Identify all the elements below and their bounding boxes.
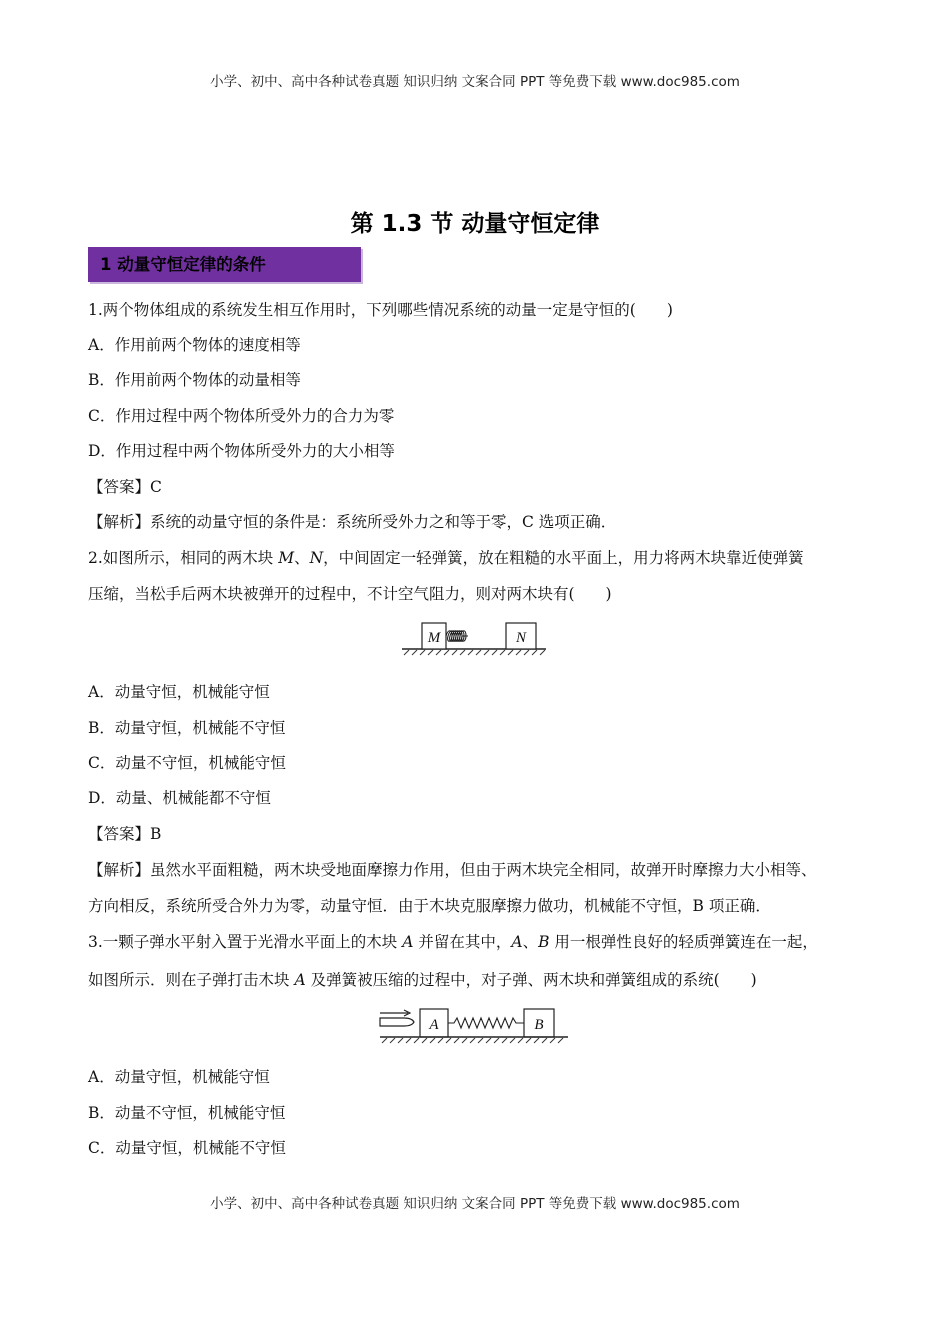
q2-stem-suffix: ，中间固定一轻弹簧，放在粗糙的水平面上，用力将两木块靠近使弹簧 <box>323 549 804 567</box>
page-footer: 小学、初中、高中各种试卷真题 知识归纳 文案合同 PPT 等免费下载 www.doc985.com <box>210 1196 740 1212</box>
ground-hatch-2 <box>382 1038 563 1043</box>
q1-stem: 1.两个物体组成的系统发生相互作用时，下列哪些情况系统的动量一定是守恒的( ) <box>88 301 673 319</box>
bullet-spring-figure-ab <box>378 1003 570 1047</box>
q2-analysis-line1: 【解析】虽然水平面粗糙，两木块受地面摩擦力作用，但由于两木块完全相同，故弹开时摩擦力大小相等、 <box>88 861 817 879</box>
q1-option-a: A．作用前两个物体的速度相等 <box>88 336 301 354</box>
q3-stem-b: 并留在其中， <box>413 933 512 951</box>
q2-stem-line2: 压缩，当松手后两木块被弹开的过程中，不计空气阻力，则对两木块有( ) <box>88 585 612 603</box>
q3-var-b: B <box>538 933 550 951</box>
q2-option-b: B．动量守恒，机械能不守恒 <box>88 719 286 737</box>
bullet-shape <box>380 1018 414 1026</box>
q2-answer: 【答案】B <box>88 825 162 843</box>
block-a-label: A <box>429 1017 439 1033</box>
q3-stem-a: 3.一颗子弹水平射入置于光滑水平面上的木块 <box>88 933 403 951</box>
q2-var-m: M <box>278 549 295 567</box>
q2-stem-prefix: 2.如图所示，相同的两木块 <box>88 549 279 567</box>
block-b-label: B <box>534 1017 544 1033</box>
q2-sep: 、 <box>294 549 310 567</box>
q2-var-n: N <box>309 549 324 567</box>
q1-answer: 【答案】C <box>88 478 162 496</box>
q3-option-b: B．动量不守恒，机械能守恒 <box>88 1104 286 1122</box>
q3-option-a: A．动量守恒，机械能守恒 <box>88 1068 270 1086</box>
ground-hatch <box>404 650 545 655</box>
q2-option-d: D．动量、机械能都不守恒 <box>88 789 271 807</box>
block-n-label: N <box>515 630 527 646</box>
section-banner: 1 动量守恒定律的条件 <box>88 247 361 282</box>
q2-option-c: C．动量不守恒，机械能守恒 <box>88 754 286 772</box>
q3-sep: 、 <box>522 933 539 951</box>
q3-var-a3: A <box>294 971 306 989</box>
page-header: 小学、初中、高中各种试卷真题 知识归纳 文案合同 PPT 等免费下载 www.doc985.com <box>210 74 740 90</box>
zigzag-spring <box>448 1018 524 1028</box>
q2-option-a: A．动量守恒，机械能守恒 <box>88 683 270 701</box>
q3-stem-line2-end: 及弹簧被压缩的过程中，对子弹、两木块和弹簧组成的系统( ) <box>305 971 757 989</box>
q3-var-a: A <box>402 933 414 951</box>
q3-stem-line1 <box>88 932 818 952</box>
q1-analysis: 【解析】系统的动量守恒的条件是：系统所受外力之和等于零，C 选项正确． <box>88 513 617 531</box>
q3-stem-line2 <box>88 970 757 990</box>
q2-analysis-line2: 方向相反，系统所受合外力为零，动量守恒．由于木块克服摩擦力做功，机械能不守恒，B 项正确． <box>88 897 771 915</box>
spring-blocks-figure-mn <box>400 619 548 657</box>
q3-stem-line2-start: 如图所示．则在子弹打击木块 <box>88 971 295 989</box>
q3-stem-c: 用一根弹性良好的轻质弹簧连在一起， <box>549 933 818 951</box>
q3-option-c: C．动量守恒，机械能不守恒 <box>88 1139 286 1157</box>
q1-option-c: C．作用过程中两个物体所受外力的合力为零 <box>88 407 395 425</box>
q1-option-b: B．作用前两个物体的动量相等 <box>88 371 301 389</box>
page-title: 第 1.3 节 动量守恒定律 <box>350 211 600 237</box>
q3-var-a2: A <box>511 933 523 951</box>
q2-stem-line1 <box>88 548 804 568</box>
block-m-label: M <box>427 630 441 646</box>
q1-option-d: D．作用过程中两个物体所受外力的大小相等 <box>88 442 395 460</box>
coil-spring <box>446 631 468 642</box>
